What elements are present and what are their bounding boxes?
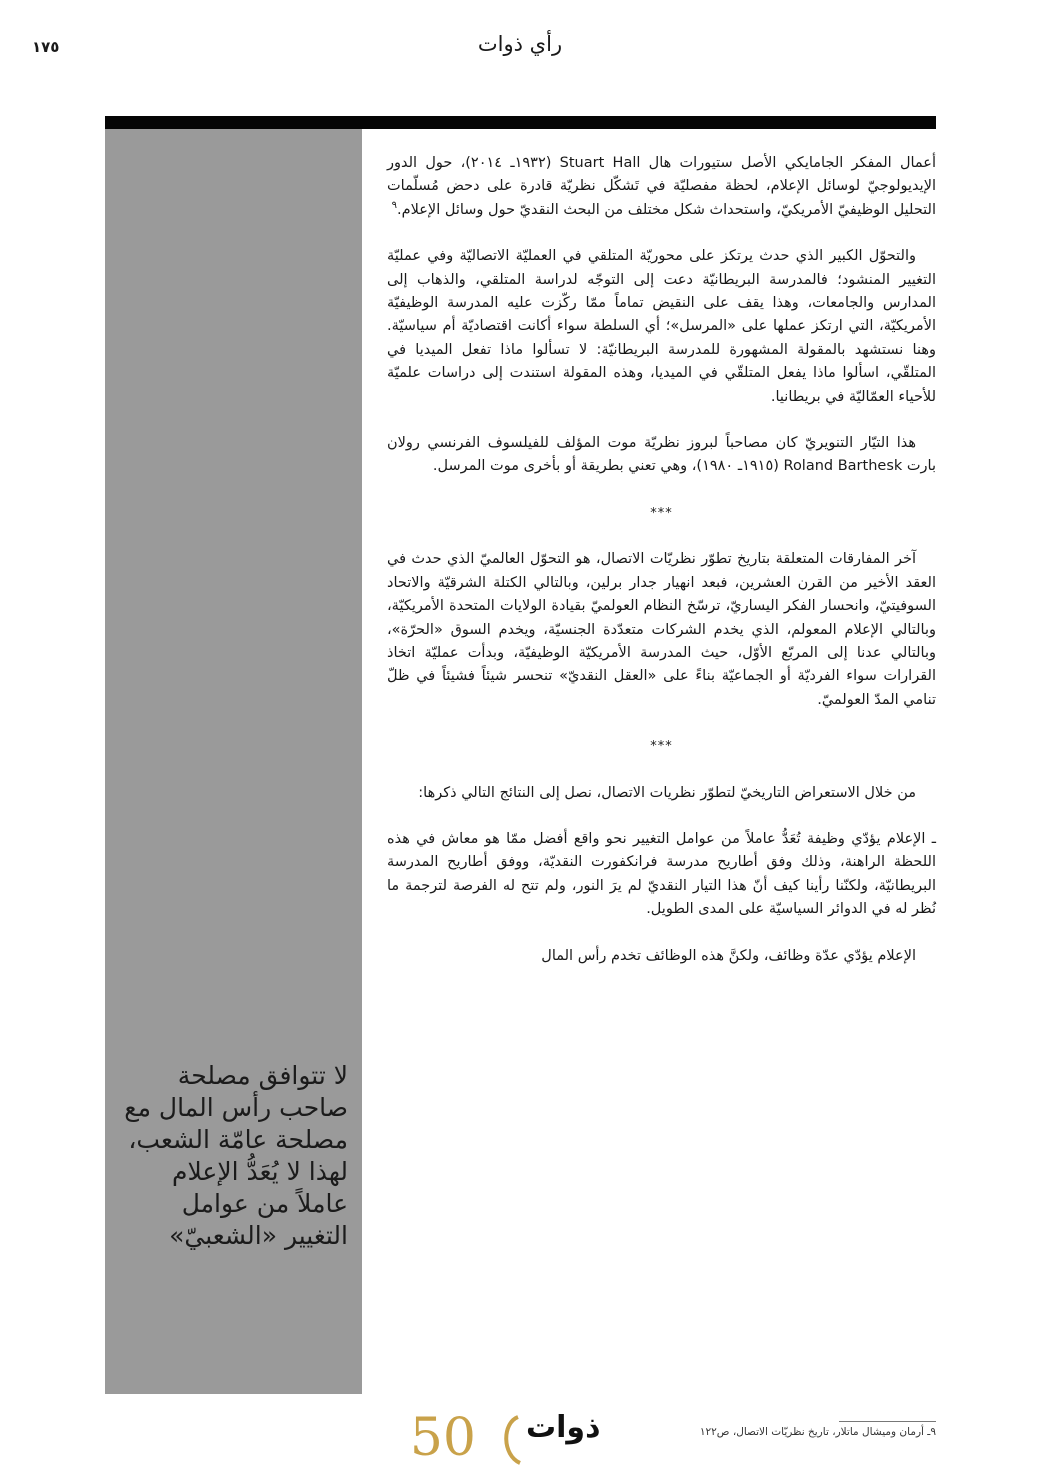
footnote-ref: ٩ [391, 199, 398, 211]
logo-arc [506, 1417, 520, 1463]
paragraph-6: ـ الإعلام يؤدّي وظيفة تُعَدُّ عاملاً من عوامل التغيير نحو واقع أفضل ممّا هو معاش في هذه اللحظة الراهنة، وذلك وفق أطاريح مدرسة فرانكفورت النقديّة، ووفق أطاريح المدرسة البريطانيّة، ولكنّنا رأينا كيف أنّ هذا التيار النقديّ لم يرَ النور، ولم تتح له الفرصة لترجمة ما نُظر له في الدوائر السياسيّة على المدى الطويل. [387, 830, 936, 918]
paragraph-1 [387, 152, 936, 222]
logo-text: ذوات [526, 1410, 601, 1445]
paragraph-4: آخر المفارقات المتعلقة بتاريخ تطوّر نظريّات الاتصال، هو التحوّل العالميّ الذي حدث في العقد الأخير من القرن العشرين، فبعد انهيار جدار برلين، وبالتالي الكتلة الشرقيّة والاتحاد السوفيتيّ، وانحسار الفكر اليساريّ، ترسّخ النظام العولميّ بقيادة الولايات المتحدة الأمريكيّة، وبالتالي الإعلام المعولم، الذي يخدم الشركات متعدّدة الجنسيّة، ويخدم السوق «الحرّة»، وبالتالي عدنا إلى المربّع الأوّل، حيث المدرسة الأمريكيّة الوظيفيّة، وبدأت عمليّة اتخاذ القرارات سواء الفرديّة أو الجماعيّة بناءً على «العقل النقديّ» تنحسر شيئاً فشيئاً في ظلّ تنامي المدّ العولميّ. [387, 551, 936, 708]
footnote-rule [839, 1421, 936, 1422]
paragraph-5: من خلال الاستعراض التاريخيّ لتطوّر نظريات الاتصال، نصل إلى النتائج التالي ذكرها: [418, 784, 916, 801]
article-body [387, 152, 936, 991]
pull-quote: لا تتوافق مصلحة صاحب رأس المال مع مصلحة عامّة الشعب، لهذا لا يُعَدُّ الإعلام عاملاً من عوامل التغيير «الشعبيّ» [124, 1061, 348, 1250]
paragraph-2: والتحوّل الكبير الذي حدث يرتكز على محوريّة المتلقي في العمليّة الاتصاليّة وفي عمليّة التغيير المنشود؛ فالمدرسة البريطانيّة دعت إلى التوجّه لدراسة المتلقي، والذهاب إلى المدارس والجامعات، وهذا يقف على النقيض تماماً ممّا ركّزت عليه المدرسة الوظيفيّة الأمريكيّة، التي ارتكز عملها على «المرسل»؛ أي السلطة سواء أكانت اقتصاديّة أم سياسيّة. وهنا نستشهد بالمقولة المشهورة للمدرسة البريطانيّة: لا تسألوا ماذا تفعل الميديا في المتلقّي، اسألوا ماذا يفعل المتلقّي في الميديا، وهذه المقولة استندت إلى دراسات علميّة للأحياء العمّاليّة في بريطانيا. [387, 248, 936, 405]
footnote: ٩ـ أرمان وميشال ماتلار، تاريخ نظريّات الاتصال، ص١٢٢ [699, 1426, 936, 1438]
running-title: رأي ذوات [477, 32, 563, 56]
paragraph-1-text: أعمال المفكر الجامايكي الأصل ستيورات هال Stuart Hall (١٩٣٢ـ ٢٠١٤)، حول الدور الإيديولوجيّ لوسائل الإعلام، لحظة مفصليّة في تَشكّل نظريّة قادرة على دحض مُسلّمات التحليل الوظيفيّ الأمريكيّ، واستحداث شكل مختلف من البحث النقديّ حول وسائل الإعلام. [387, 155, 936, 218]
page-number: ١٧٥ [32, 38, 60, 56]
paragraph-7: الإعلام يؤدّي عدّة وظائف، ولكنَّ هذه الوظائف تخدم رأس المال [541, 947, 916, 964]
section-separator-2: *** [650, 739, 673, 755]
logo-numeral: 50 [409, 1408, 476, 1468]
top-rule [105, 116, 936, 129]
paragraph-3: هذا التيّار التنويريّ كان مصاحباً لبروز نظريّة موت المؤلف للفيلسوف الفرنسي رولان بارت Roland Barthesk (١٩١٥ـ ١٩٨٠)، وهي تعني بطريقة أو بأخرى موت المرسل. [387, 435, 936, 475]
section-separator-1: *** [650, 505, 673, 521]
